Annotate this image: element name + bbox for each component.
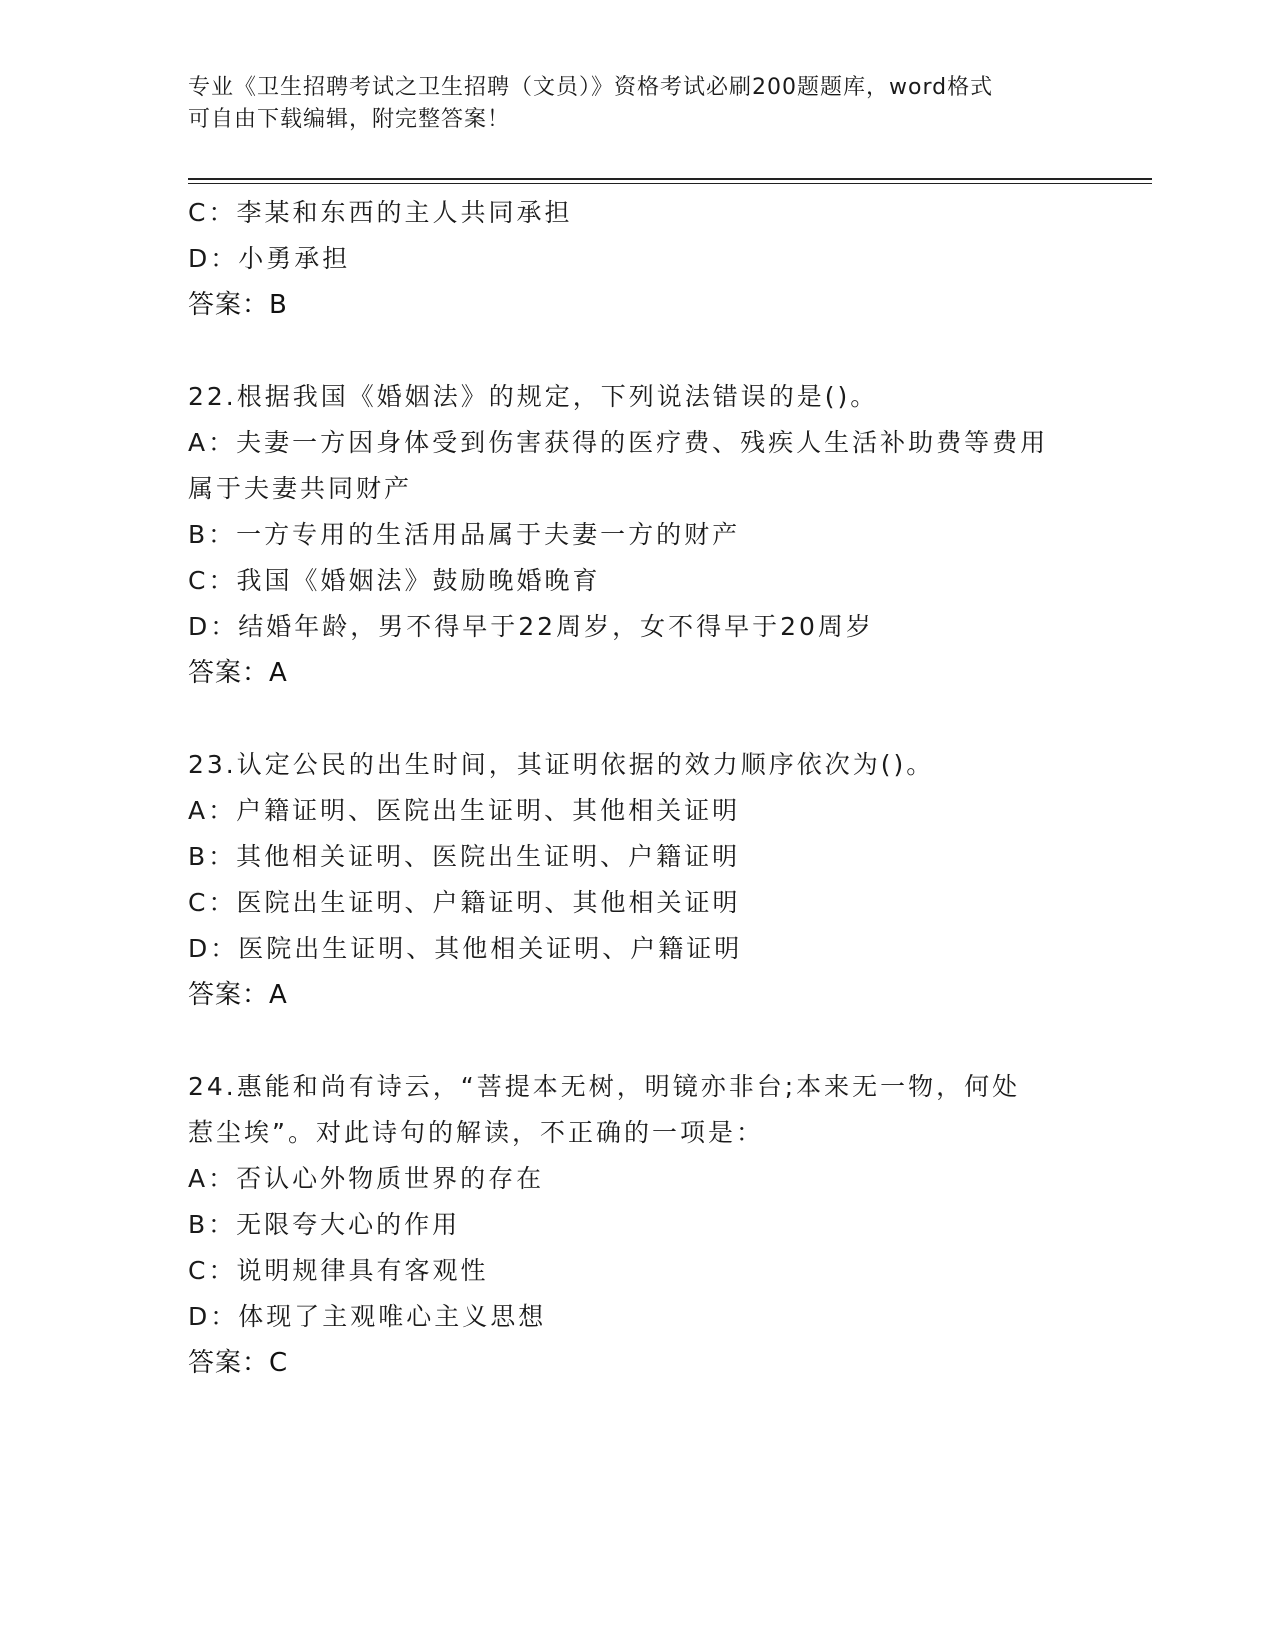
option-d: D：结婚年龄，男不得早于22周岁，女不得早于20周岁 (188, 612, 874, 641)
option-a-continued: 属于夫妻共同财产 (188, 474, 413, 503)
answer: 答案：A (188, 980, 288, 1010)
option-c: C：我国《婚姻法》鼓励晚婚晚育 (188, 566, 601, 595)
option-b: B：一方专用的生活用品属于夫妻一方的财产 (188, 520, 741, 549)
question-stem: 22.根据我国《婚姻法》的规定，下列说法错误的是()。 (188, 382, 879, 411)
option-c: C：说明规律具有客观性 (188, 1256, 489, 1285)
answer: 答案：C (188, 1348, 289, 1378)
option-c: C：医院出生证明、户籍证明、其他相关证明 (188, 888, 741, 917)
question-stem: 23.认定公民的出生时间，其证明依据的效力顺序依次为()。 (188, 750, 935, 779)
question-22 (188, 374, 1088, 696)
header-divider-thin (188, 183, 1152, 184)
header-line-2: 可自由下载编辑，附完整答案！ (188, 107, 511, 132)
option-b: B：无限夸大心的作用 (188, 1210, 461, 1239)
option-c: C：李某和东西的主人共同承担 (188, 198, 573, 227)
option-d: D：医院出生证明、其他相关证明、户籍证明 (188, 934, 743, 963)
header-divider (188, 178, 1152, 180)
document-header (188, 72, 1088, 136)
option-a: A：否认心外物质世界的存在 (188, 1164, 545, 1193)
option-a: A：夫妻一方因身体受到伤害获得的医疗费、残疾人生活补助费等费用 (188, 428, 1049, 457)
option-b: B：其他相关证明、医院出生证明、户籍证明 (188, 842, 741, 871)
question-stem: 24.惠能和尚有诗云，“菩提本无树，明镜亦非台;本来无一物，何处 (188, 1072, 1021, 1101)
question-list (188, 190, 1088, 1386)
header-line-1: 专业《卫生招聘考试之卫生招聘（文员）》资格考试必刷200题题库，word格式 (188, 75, 994, 100)
option-d: D：小勇承担 (188, 244, 351, 273)
question-23 (188, 742, 1088, 1018)
answer: 答案：B (188, 290, 288, 320)
question-stem-continued: 惹尘埃”。对此诗句的解读，不正确的一项是： (188, 1118, 764, 1147)
question-24 (188, 1064, 1088, 1386)
option-a: A：户籍证明、医院出生证明、其他相关证明 (188, 796, 741, 825)
answer: 答案：A (188, 658, 288, 688)
option-d: D：体现了主观唯心主义思想 (188, 1302, 547, 1331)
